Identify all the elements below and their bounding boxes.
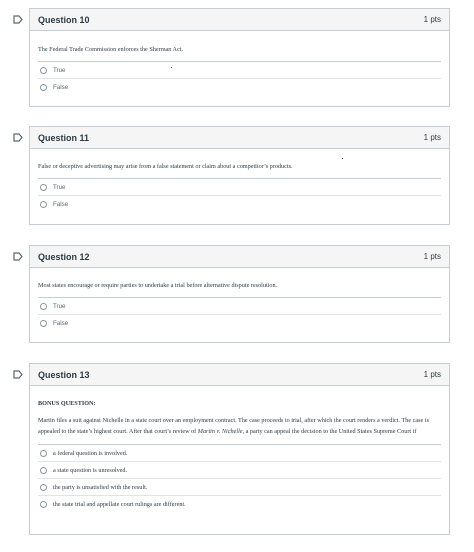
question-13 [29,363,450,535]
answer-label: the party is unsatisfied with the result. [53,483,148,491]
question-text: False or deceptive advertising may arise from a false statement or claim about a competitor’s products. [38,163,293,170]
question-text-part: , a party can appeal the decision to the United States Supreme Court if [242,428,417,435]
question-points: 1 pts [423,133,441,142]
question-10 [29,8,450,107]
answer-option[interactable] [38,495,441,512]
answer-list [38,61,441,95]
answer-option[interactable] [38,61,441,78]
bookmark-flag-icon[interactable] [13,15,23,24]
question-header [30,9,449,31]
bonus-label: BONUS QUESTION: [38,400,96,407]
question-11 [29,126,450,225]
answer-option[interactable] [38,461,441,478]
answer-label: False [53,83,69,91]
radio-button-icon[interactable] [40,467,47,474]
radio-button-icon[interactable] [40,501,47,508]
answer-label: False [53,319,69,327]
radio-button-icon[interactable] [40,303,47,310]
answer-list [38,297,441,331]
question-title: Question 12 [38,251,90,262]
radio-button-icon[interactable] [40,450,47,457]
radio-button-icon[interactable] [40,84,47,91]
answer-label: True [53,66,66,74]
question-body [30,44,449,95]
stray-mark [171,67,172,68]
radio-button-icon[interactable] [40,320,47,327]
answer-list [38,444,441,512]
question-text: The Federal Trade Commission enforces the Sherman Act. [38,46,184,53]
answer-label: a federal question is involved. [53,449,128,457]
radio-button-icon[interactable] [40,201,47,208]
answer-option[interactable] [38,78,441,95]
answer-option[interactable] [38,178,441,195]
answer-label: True [53,302,66,310]
question-header [30,127,449,149]
question-title: Question 13 [38,369,90,380]
question-title: Question 11 [38,132,90,143]
question-text: Most states encourage or require parties to undertake a trial before alternative dispute resolution. [38,282,278,289]
radio-button-icon[interactable] [40,184,47,191]
answer-option[interactable] [38,314,441,331]
stray-mark [342,158,343,159]
bookmark-flag-icon[interactable] [13,370,23,379]
question-text [38,415,441,437]
bookmark-flag-icon[interactable] [13,252,23,261]
question-body [30,161,449,212]
question-points: 1 pts [423,15,441,24]
answer-label: a state question is unresolved. [53,466,128,474]
answer-option[interactable] [38,297,441,314]
answer-label: the state trial and appellate court rulings are different. [53,500,186,508]
question-header [30,364,449,386]
question-text-part: Martin files a suit against Nichelle in a state court over an employment contract. The case proceeds to trial, after which the court renders a verdict. The case is appealed to the state’s highest court. After that court’s review of [38,417,429,435]
case-name: Martin v. Nichelle [197,428,243,435]
question-body [30,280,449,331]
question-12 [29,245,450,343]
answer-label: True [53,183,66,191]
question-points: 1 pts [423,370,441,379]
question-body [30,398,449,512]
answer-label: False [53,200,69,208]
radio-button-icon[interactable] [40,67,47,74]
answer-list [38,178,441,212]
question-title: Question 10 [38,14,90,25]
radio-button-icon[interactable] [40,484,47,491]
bookmark-flag-icon[interactable] [13,133,23,142]
answer-option[interactable] [38,444,441,461]
answer-option[interactable] [38,195,441,212]
answer-option[interactable] [38,478,441,495]
question-points: 1 pts [423,252,441,261]
question-header [30,246,449,268]
